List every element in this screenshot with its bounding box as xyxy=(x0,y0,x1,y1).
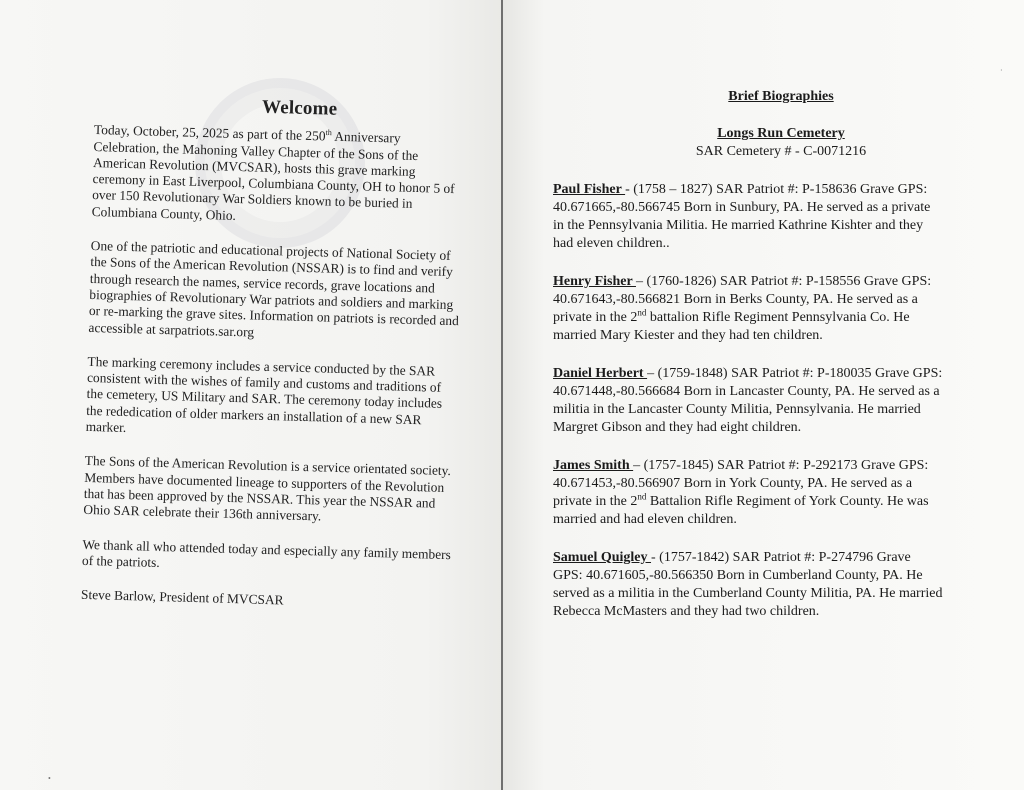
nssar-paragraph: One of the patriotic and educational projects of National Society of the Sons of the American Revolution (NSSAR) is to find and verify through research the names, service records, grave locations and biographies of Revolutionary War patriots and soldiers and marking or re-marking the grave sites. Information on patriots is recorded and accessible at sarpatriots.sar.org xyxy=(88,238,460,340)
paper-speck: · xyxy=(1000,66,1003,75)
ceremony-paragraph: The marking ceremony includes a service conducted by the SAR consistent with the wishes of family and customs and traditions of the cemetery, US Military and SAR. The ceremony today includes the rededication of older markers an installation of a new SAR marker. xyxy=(85,353,443,436)
bio-paul-fisher xyxy=(553,181,943,253)
left-page xyxy=(0,0,502,790)
bio-name: Samuel Quigley xyxy=(553,550,652,565)
bio-henry-fisher xyxy=(553,273,943,345)
bio-name: Paul Fisher xyxy=(553,182,626,197)
bio-text: – (1760-1826) SAR Patriot #: P-158556 Grave GPS: 40.671643,-80.566821 Born in Berks County, PA. He served as a private in the 2 xyxy=(553,274,932,325)
bio-text: - (1758 – 1827) SAR Patriot #: P-158636 Grave GPS: 40.671665,-80.566745 Born in Sunbury, PA. He served as a private in the Pennsylvania Militia. He married Kathrine Kishter and they had eleven children.. xyxy=(553,182,931,251)
ordinal-suffix: nd xyxy=(637,307,647,318)
biographies-heading: Brief Biographies xyxy=(728,89,834,104)
intro-text-end: Anniversary Celebration, the Mahoning Valley Chapter of the Sons of the American Revolution (MVCSAR), hosts this grave marking ceremony in East Liverpool, Columbiana County, OH to honor 5 of over 150 Revolutionary War Soldiers known to be buried in Columbiana County, Ohio. xyxy=(91,128,455,223)
bio-daniel-herbert xyxy=(553,365,943,437)
biographies-section xyxy=(553,88,943,641)
bio-text: - (1757-1842) SAR Patriot #: P-274796 Grave GPS: 40.671605,-80.566350 Born in Cumberland County, PA. He served as a militia in the Cumberland County Militia, PA. He married Rebecca McMasters and they had two children. xyxy=(553,550,943,619)
bio-text-end: Battalion Rifle Regiment of York County. He was married and had eleven children. xyxy=(553,494,929,527)
bio-name: Daniel Herbert xyxy=(553,366,648,381)
bio-text-end: battalion Rifle Regiment Pennsylvania Co. He married Mary Kiester and they had ten children. xyxy=(553,310,910,343)
intro-paragraph xyxy=(92,122,465,230)
paper-speck: • xyxy=(48,774,51,783)
bio-name: James Smith xyxy=(553,458,634,473)
welcome-title: Welcome xyxy=(261,96,338,120)
bio-james-smith xyxy=(553,457,943,529)
right-page xyxy=(503,0,1024,790)
bio-text: – (1759-1848) SAR Patriot #: P-180035 Grave GPS: 40.671448,-80.566684 Born in Lancaster County, PA. He served as a militia in the Lancaster County Militia, Pennsylvania. He married Margret Gibson and they had eight children. xyxy=(553,366,943,435)
bio-samuel-quigley xyxy=(553,549,943,621)
sar-society-paragraph: The Sons of the American Revolution is a service orientated society. Members have documented lineage to supporters of the Revolution that has been approved by the NSSAR. This year the NSSAR and Ohio SAR celebrate their 136th anniversary. xyxy=(83,453,452,524)
cemetery-number: SAR Cemetery # - C-0071216 xyxy=(695,144,867,159)
thanks-paragraph: We thank all who attended today and especially any family members of the patriots. xyxy=(81,536,452,570)
welcome-section xyxy=(81,95,465,614)
ordinal-suffix: th xyxy=(325,128,332,138)
intro-text-start: Today, October, 25, 2025 as part of the 250 xyxy=(93,122,326,144)
signature-line: Steve Barlow, President of MVCSAR xyxy=(80,586,284,608)
bio-name: Henry Fisher xyxy=(553,274,636,289)
cemetery-name: Longs Run Cemetery xyxy=(717,126,845,141)
ordinal-suffix: nd xyxy=(637,491,647,502)
bio-text: – (1757-1845) SAR Patriot #: P-292173 Grave GPS: 40.671453,-80.566907 Born in York County, PA. He served as a private in the 2 xyxy=(553,458,929,509)
